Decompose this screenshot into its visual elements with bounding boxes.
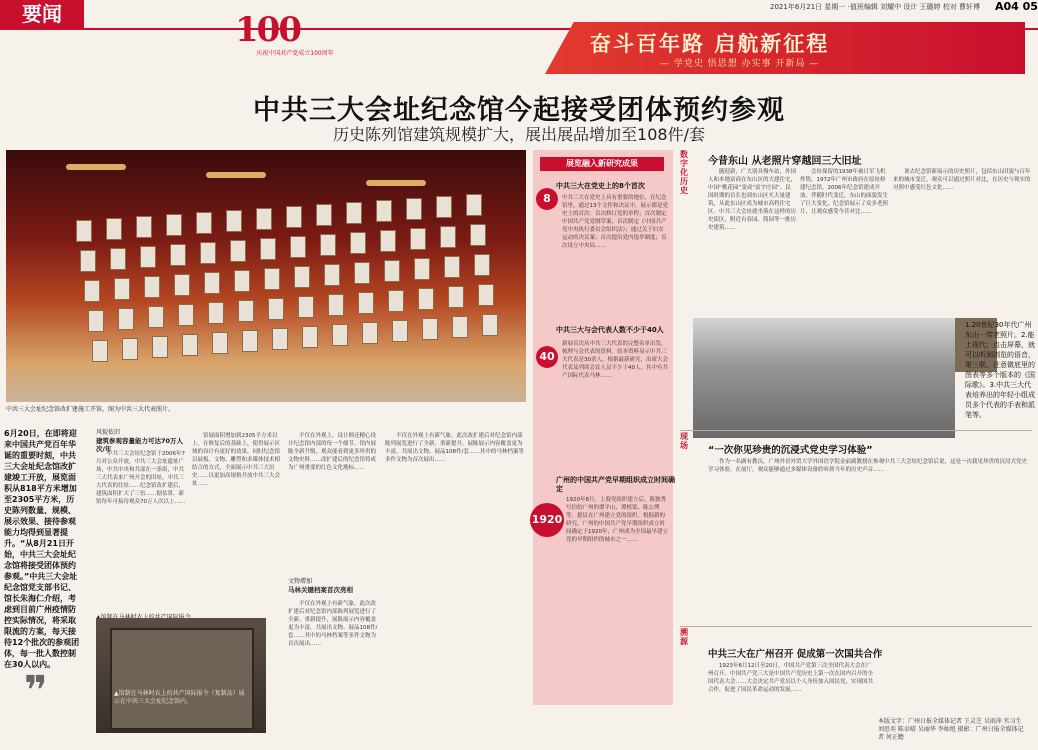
ceiling-light xyxy=(206,172,266,178)
portrait-frame xyxy=(436,196,452,218)
lead-paragraph: 6月20日，在即将迎来中国共产党百年华诞的重要时刻，中共三大会址纪念馆改扩建竣工开放，展览面积从818平方米增加至2305平方米，历史陈列数量、规模、展示效果、接待参观能力均得到显著提升。“从8月21日开始，中共三大会址纪念馆将接受团体预约参观。”中共三大会址纪念馆党支部书记、馆长朱海仁介绍，考虑到目前广州疫情防控实际情况，将采取限流的方案，每天接待12个批次的参观团体，每一批人数控制在30人以内。 xyxy=(4,429,80,669)
bottom-photo-exhibit xyxy=(110,628,254,730)
right-section-tag: 现场 xyxy=(680,432,688,450)
portrait-frame xyxy=(178,304,194,326)
portrait-frame xyxy=(448,286,464,308)
portrait-frame xyxy=(482,314,498,336)
page-number: A04 05 xyxy=(995,0,1038,13)
subsection-head xyxy=(288,578,380,594)
portrait-frame xyxy=(238,300,254,322)
slogan-subtext: — 学党史 悟思想 办实事 开新局 — xyxy=(660,59,820,69)
portrait-frame xyxy=(268,298,284,320)
portrait-frame xyxy=(298,296,314,318)
portrait-frame xyxy=(106,218,122,240)
portrait-frame xyxy=(328,294,344,316)
sidebar-item-number: 1920 xyxy=(530,503,564,537)
portrait-frame xyxy=(226,210,242,232)
sidebar-title: 展览融入新研究成果 xyxy=(540,157,664,171)
body-column: 馆展面积增加到2305平方米以上，在修复后的基础上，使得展示区域的设计有更好的效果，同时纪念馆以展板、文物、雕塑和多媒体技术相结合的方式，全面展示中共三大历史……以更加高规格开放中共三大会址…… xyxy=(192,433,281,487)
sidebar-item-heading: 广州的中国共产党早期组织成立时间确定 xyxy=(556,476,675,493)
body-column: 不仅在外观上有新气象，此次改扩建后对纪念馆内部陈列展览进行了全新、重新提升，展陈展示内容覆盖更为丰富，共展出文物、展品108件/套……其中的马林档案等多件文物为首次展出…… xyxy=(385,433,524,463)
right-photo xyxy=(693,318,955,438)
quote-mark-icon: ❞ xyxy=(24,668,48,714)
right-article-text: 1923年6月12日至20日，中国共产党第三次全国代表大会在广州召开。中国共产党三大是中国共产党历史上第一次在国内召开的全国代表大会……大会决定共产党员以个人身份加入国民党，实现国共合作，促进了国民革命运动的发展…… xyxy=(708,663,874,693)
portrait-frame xyxy=(384,260,400,282)
portrait-frame xyxy=(440,226,456,248)
portrait-frame xyxy=(122,338,138,360)
divider xyxy=(680,626,1032,627)
portrait-frame xyxy=(148,306,164,328)
divider xyxy=(680,430,1032,431)
portrait-frame xyxy=(422,318,438,340)
portrait-frame xyxy=(302,326,318,348)
body-column: 不仅在外观上，设计师还精心设计纪念馆内部的每一个细节。馆内展陈全新升级，观众能看到更多珍贵的文物史料……改扩建后的纪念馆将成为广州重要的红色文化地标…… xyxy=(288,433,377,471)
portrait-frame xyxy=(242,330,258,352)
portrait-frame xyxy=(406,198,422,220)
portrait-frame xyxy=(290,236,306,258)
portrait-frame xyxy=(166,214,182,236)
portrait-frame xyxy=(376,200,392,222)
portrait-frame xyxy=(452,316,468,338)
main-photo xyxy=(6,150,526,402)
right-article-title: “一次你见珍贵的沉浸式党史学习体验” xyxy=(708,445,873,456)
subsection-kicker: 风貌依旧 xyxy=(96,429,121,436)
right-article-text: 随迎新，广大别具慢车站，外国人和本地富商在东山区的大建住宅，中国“桃花园”变成“富宇庄园”。民国时期的首长也到东山区买大量建筑，从此东山区成为城市高档住宅区。中共三大会址就坐落在这样的历史街区，附近有春园、简园等一批历史建筑…… xyxy=(708,169,796,231)
portrait-frame xyxy=(354,262,370,284)
portrait-frame xyxy=(80,250,96,272)
sidebar-item-body: 新展首次从中共三大代表的完整名单出发，梳理与会代表的资料。原本资料显示中共三大代表是30余人，根据最新研究，出席大会代表及列席会议人员不少于40人，其中有共产国际代表马林…… xyxy=(562,341,668,379)
right-article-title: 中共三大在广州召开 促成第一次国共合作 xyxy=(708,649,883,660)
ceiling-light xyxy=(66,164,126,170)
portrait-frame xyxy=(358,292,374,314)
ceiling-light xyxy=(366,180,426,186)
page-subheadline: 历史陈列馆建筑规模扩大，展出展品增加至108件/套 xyxy=(333,125,705,144)
portrait-frame xyxy=(346,202,362,224)
portrait-frame xyxy=(212,332,228,354)
right-photo-caption: 1.20世纪30年代广州东山一带老照片。2.能上现代；点击屏幕，就可以听到浏览的语音，第三联。注意微底里的图表等多个版本的《国际歌》。3.中共三大代表培养出的年轻小组成员多个代表的手表和派笔等。 xyxy=(965,321,1035,419)
portrait-frame xyxy=(294,266,310,288)
portrait-frame xyxy=(110,248,126,270)
main-photo-caption: 中共三大会址纪念馆改扩建施工开馆，图为中共三大代表照片。 xyxy=(6,406,175,413)
portrait-frame xyxy=(136,216,152,238)
portrait-frame xyxy=(470,224,486,246)
portrait-frame xyxy=(182,334,198,356)
right-article-text: 暑去纪念馆新展示的历史照片，包括东山旧貌与百年来的城市变迁。观众可以通过照片对比，在历史与现实的对照中感受红色文化…… xyxy=(893,169,1031,191)
bottom-photo-text: ▲馆制在马林时衣上的共产国际报令（复制品）展示在中共三大会址纪念馆内。 xyxy=(114,690,245,705)
portrait-frame xyxy=(114,278,130,300)
portrait-frame xyxy=(286,206,302,228)
portrait-frame xyxy=(316,204,332,226)
portrait-frame xyxy=(324,264,340,286)
portrait-frame xyxy=(478,284,494,306)
portrait-frame xyxy=(320,234,336,256)
portrait-frame xyxy=(140,246,156,268)
portrait-frame xyxy=(444,256,460,278)
portrait-frame xyxy=(414,258,430,280)
portrait-frame xyxy=(264,268,280,290)
right-article-text: 会址保留的1938年被日军飞机炸毁，1972年广州市政府在原址修建纪念馆，2006年纪念馆建成开放。伴随时代变迁，东山的面貌发生了巨大变化，纪念馆展示了众多老照片，让观众感受今昔对比…… xyxy=(800,169,888,215)
right-section-tag: 溯源 xyxy=(680,628,688,646)
portrait-frame xyxy=(84,280,100,302)
portrait-frame xyxy=(260,238,276,260)
portrait-frame xyxy=(392,320,408,342)
body-column: 不仅在外观上有新气象，此次改扩建后对纪念馆内部陈列展览进行了全新、重新提升，展陈展示内容覆盖更为丰富，共展出文物、展品108件/套……其中的马林档案等多件文物为首次展出…… xyxy=(288,601,378,647)
portrait-frame xyxy=(388,290,404,312)
emblem-subtitle: 庆祝中国共产党成立100周年 xyxy=(256,50,334,57)
portrait-frame xyxy=(418,288,434,310)
portrait-frame xyxy=(200,242,216,264)
portrait-frame xyxy=(410,228,426,250)
subsection-title: 建筑参观容量能力可达70万人次/年 xyxy=(96,437,184,453)
portrait-frame xyxy=(174,274,190,296)
page-credits: 本版文字：广州日报全媒体记者 王灵芝 吴雨萍 实习生 刘思奕 陈卓晴 吴丽华 李灿旭 摄影：广州日报全媒体记者 何正瞻 xyxy=(878,718,1024,741)
portrait-frame xyxy=(230,240,246,262)
portrait-frame xyxy=(466,194,482,216)
portrait-frame xyxy=(256,208,272,230)
portrait-frame xyxy=(272,328,288,350)
slogan-text: 奋斗百年路 启航新征程 xyxy=(590,31,830,56)
subsection-kicker: 文物增加 xyxy=(288,578,313,585)
centenary-emblem xyxy=(225,10,355,62)
portrait-frame xyxy=(362,322,378,344)
right-section-tag: 数字化历史 xyxy=(680,150,688,195)
portrait-frame xyxy=(76,220,92,242)
sidebar-item-number: 8 xyxy=(536,188,558,210)
sidebar-item-body: 中共三大在党史上具有重要的地位，在纪念馆里，通过13个文件和决议中，展示都是党史上的首次：首次修订党的章程；首次制定中国共产党党纲草案；首次制定《中国共产党中央执行委员会组织法》；通过关于妇女运动的决议案；首次提出党内选举制度；首次设立中央局…… xyxy=(562,195,668,249)
portrait-frame xyxy=(208,302,224,324)
portrait-frame xyxy=(170,244,186,266)
portrait-frame xyxy=(92,340,108,362)
portrait-frame xyxy=(380,230,396,252)
portrait-frame xyxy=(144,276,160,298)
page-headline: 中共三大会址纪念馆今起接受团体预约参观 xyxy=(253,95,785,126)
portrait-frame xyxy=(204,272,220,294)
sidebar-item-body: 1920年8月，上海党组织建立后，陈独秀写信给广州的谭平山、谭植棠、陈公博等，提议在广州建立党的组织。根据新的研究，广州的中国共产党早期组织成立时间确定于1920年，广州成为全国最早建立党的早期组织的城市之一…… xyxy=(566,497,668,543)
portrait-frame xyxy=(474,254,490,276)
portrait-frame xyxy=(88,310,104,332)
subsection-title: 马林关键档案首次亮相 xyxy=(288,586,353,594)
section-tag: 要闻 xyxy=(0,0,84,28)
right-article-title: 今昔东山 从老照片穿越回三大旧址 xyxy=(708,156,862,167)
sidebar-item-number: 40 xyxy=(536,346,558,368)
portrait-frame xyxy=(152,336,168,358)
portrait-frame xyxy=(332,324,348,346)
body-column: 中共三大会址纪念馆于2006年7月对公众开放，中共三大会址遗址广场，中共中央和共部在一条街，中共三大代表来广州开会的旧址，中共三大代表的住址……纪念馆改扩建后，建筑面积扩大了三倍……据估算，新馆每年可接待观众70万人次以上…… xyxy=(96,451,186,505)
right-article-text: 作为一名副有教员，广州外语外贸大学外国语学院金前副教授在参观中共三大会址纪念馆后说，这是一次我见珍贵的沉浸式党史学习体验。在展厅，观众能够通过多媒体设备聆听到当年的历史声音…… xyxy=(708,459,1028,473)
sidebar-item-heading: 中共三大与会代表人数不少于40人 xyxy=(556,326,664,334)
emblem-number: 100 xyxy=(235,10,300,50)
portrait-frame xyxy=(234,270,250,292)
portrait-frame xyxy=(118,308,134,330)
date-line: 2021年6月21日 星期一 ·值班编辑 刘耀中 设计 王璐婷 校对 曹轩博 xyxy=(770,3,980,11)
sidebar-item-heading: 中共三大在党史上的8个首次 xyxy=(556,182,645,190)
portrait-frame xyxy=(350,232,366,254)
portrait-frame xyxy=(196,212,212,234)
